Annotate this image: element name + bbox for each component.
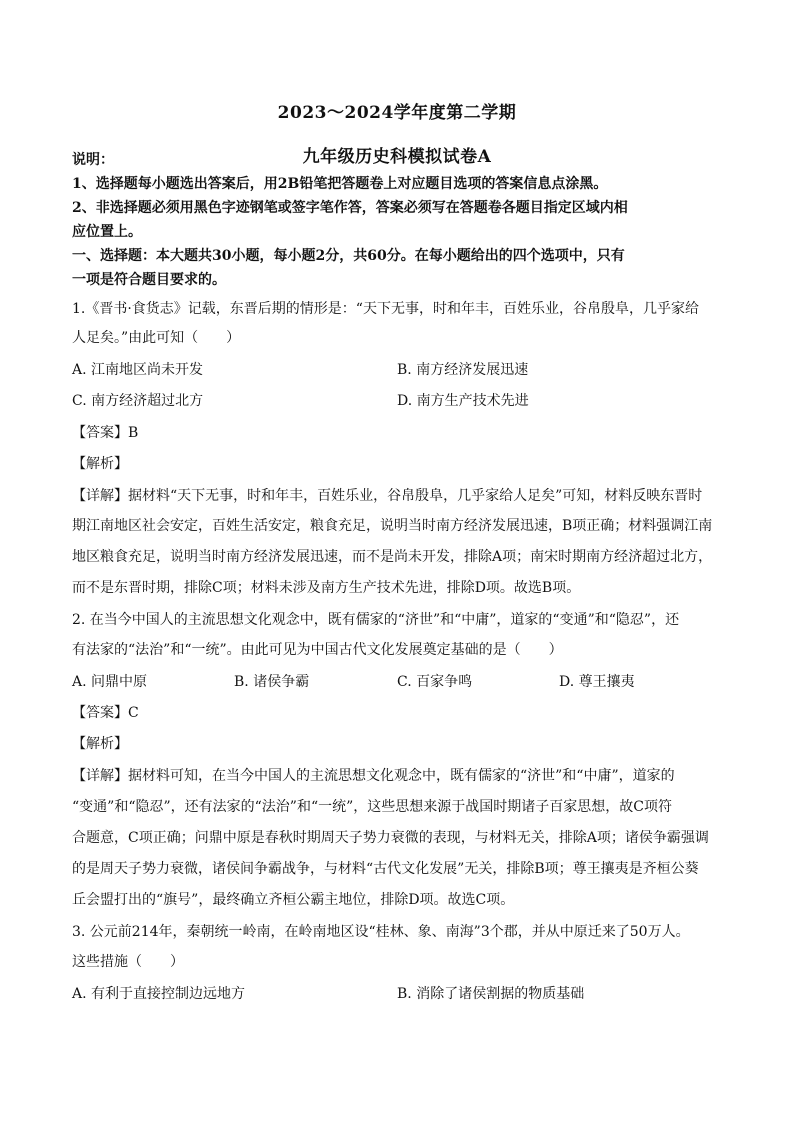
question-2-detail: 丘会盟打出的“旗号”，最终确立齐桓公霸主地位，排除D项。故选C项。 bbox=[72, 892, 515, 908]
instructions-label: 说明： bbox=[72, 152, 114, 168]
question-3-option-b: B. 消除了诸侯割据的物质基础 bbox=[397, 986, 585, 1002]
question-1-option-b: B. 南方经济发展迅速 bbox=[397, 362, 529, 378]
question-2-answer: 【答案】C bbox=[72, 705, 139, 721]
instruction-item-2: 2、非选择题必须用黑色字迹钢笔或签字笔作答，答案必须写在答题卷各题目指定区域内相 bbox=[72, 200, 628, 216]
question-1-answer: 【答案】B bbox=[72, 425, 139, 441]
section-heading-cont: 一项是符合题目要求的。 bbox=[72, 272, 226, 288]
question-1-stem: 1.《晋书·食货志》记载，东晋后期的情形是：“天下无事，时和年丰，百姓乐业，谷帛殷阜，几乎家给 bbox=[72, 301, 699, 317]
question-2-detail: “变通”和“隐忍”，还有法家的“法治”和“一统”，这些思想来源于战国时期诸子百家思想，故C项符 bbox=[72, 799, 672, 815]
question-2-stem: 2. 在当今中国人的主流思想文化观念中，既有儒家的“济世”和“中庸”，道家的“变通”和“隐忍”，还 bbox=[72, 612, 680, 628]
question-1-detail: 【详解】据材料“天下无事，时和年丰，百姓乐业，谷帛殷阜，几乎家给人足矣”可知，材料反映东晋时 bbox=[72, 488, 703, 504]
question-1-detail: 地区粮食充足，说明当时南方经济发展迅速，而不是尚未开发，排除A项；南宋时期南方经济超过北方， bbox=[72, 549, 713, 565]
question-2-detail: 【详解】据材料可知，在当今中国人的主流思想文化观念中，既有儒家的“济世”和“中庸”，道家的 bbox=[72, 768, 675, 784]
question-2-detail: 合题意，C项正确；问鼎中原是春秋时期周天子势力衰微的表现，与材料无关，排除A项；诸侯争霸强调 bbox=[72, 830, 709, 846]
question-1-option-a: A. 江南地区尚未开发 bbox=[72, 362, 204, 378]
question-1-analysis-label: 【解析】 bbox=[72, 456, 128, 472]
question-2-option-b: B. 诸侯争霸 bbox=[234, 674, 310, 690]
question-3-stem-cont: 这些措施（ ） bbox=[72, 954, 184, 970]
question-2-analysis-label: 【解析】 bbox=[72, 736, 128, 752]
question-1-detail: 而不是东晋时期，排除C项；材料未涉及南方生产技术先进，排除D项。故选B项。 bbox=[72, 580, 581, 596]
section-heading: 一、选择题：本大题共30小题，每小题2分，共60分。在每小题给出的四个选项中，只有 bbox=[72, 248, 625, 264]
question-1-option-d: D. 南方生产技术先进 bbox=[397, 393, 529, 409]
question-1-stem-cont: 人足矣。”由此可知（ ） bbox=[72, 330, 241, 346]
question-3-option-a: A. 有利于直接控制边远地方 bbox=[72, 986, 246, 1002]
question-2-option-a: A. 问鼎中原 bbox=[72, 674, 148, 690]
instruction-item-2-cont: 应位置上。 bbox=[72, 224, 142, 240]
exam-title-subject: 九年级历史科模拟试卷A bbox=[302, 147, 492, 167]
question-2-option-d: D. 尊王攘夷 bbox=[559, 674, 635, 690]
question-3-stem: 3. 公元前214年，秦朝统一岭南，在岭南地区设“桂林、象、南海”3个郡，并从中原迁来了50万人。 bbox=[72, 924, 690, 940]
instruction-item-1: 1、选择题每小题选出答案后，用2B铅笔把答题卷上对应题目选项的答案信息点涂黑。 bbox=[72, 176, 608, 192]
question-2-detail: 的是周天子势力衰微，诸侯间争霸战争，与材料“古代文化发展”无关，排除B项；尊王攘夷是齐桓公葵 bbox=[72, 861, 699, 877]
exam-title-year: 2023～2024学年度第二学期 bbox=[277, 103, 517, 123]
question-2-option-c: C. 百家争鸣 bbox=[397, 674, 473, 690]
question-2-stem-cont: 有法家的“法治”和“一统”。由此可见为中国古代文化发展奠定基础的是（ ） bbox=[72, 642, 563, 658]
question-1-option-c: C. 南方经济超过北方 bbox=[72, 393, 204, 409]
question-1-detail: 期江南地区社会安定，百姓生活安定，粮食充足，说明当时南方经济发展迅速，B项正确；材料强调江南 bbox=[72, 518, 713, 534]
